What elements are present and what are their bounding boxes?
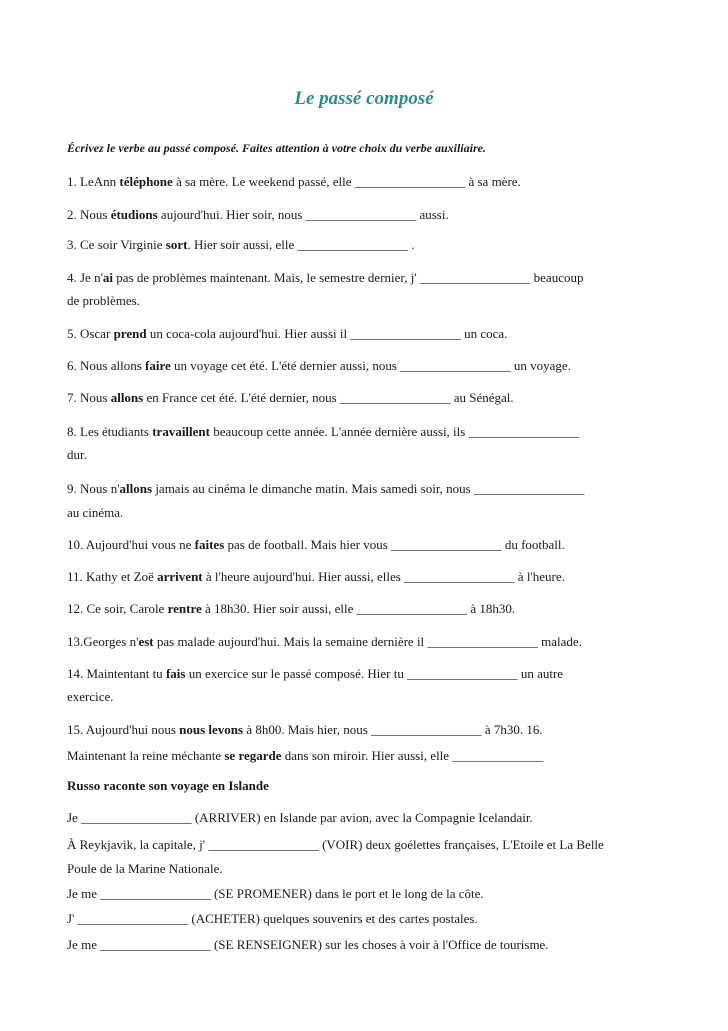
exercise-13: 13.Georges n'est pas malade aujourd'hui. Mais la semaine dernière il _________________ malade. [67,634,582,649]
instruction-text: Écrivez le verbe au passé composé. Faites attention à votre choix du verbe auxiliaire. [67,141,486,155]
exercise-6: 6. Nous allons faire un voyage cet été. L'été dernier aussi, nous _________________ un voyage. [67,358,571,373]
exercise-verb: téléphone [119,174,173,189]
exercise-4: 4. Je n'ai pas de problèmes maintenant. Mais, le semestre dernier, j' _________________ beaucoup [67,270,584,285]
exercise-2: 2. Nous étudions aujourd'hui. Hier soir, nous _________________ aussi. [67,207,449,222]
exercise-verb: prend [113,326,147,341]
exercise-verb: allons [110,390,144,405]
story-line: Poule de la Marine Nationale. [67,861,223,876]
exercise-15: 15. Aujourd'hui nous nous levons à 8h00. Mais hier, nous _________________ à 7h30. 16. [67,722,543,737]
story-heading: Russo raconte son voyage en Islande [67,778,269,793]
exercise-7: 7. Nous allons en France cet été. L'été dernier, nous _________________ au Sénégal. [67,390,514,405]
exercise-12: 12. Ce soir, Carole rentre à 18h30. Hier soir aussi, elle _________________ à 18h30. [67,601,516,616]
story-line: Je me _________________ (SE PROMENER) dans le port et le long de la côte. [67,886,484,901]
exercise-9-continued: au cinéma. [67,505,124,520]
exercise-verb: travaillent [152,424,210,439]
exercise-5: 5. Oscar prend un coca-cola aujourd'hui. Hier aussi il _________________ un coca. [67,326,508,341]
exercise-10: 10. Aujourd'hui vous ne faites pas de football. Mais hier vous _________________ du football. [67,537,565,552]
exercise-11: 11. Kathy et Zoë arrivent à l'heure aujourd'hui. Hier aussi, elles _________________ à l'heure. [67,569,565,584]
story-line: J' _________________ (ACHETER) quelques souvenirs et des cartes postales. [67,911,478,926]
exercise-verb: étudions [110,207,158,222]
exercise-verb: se regarde [224,748,282,763]
exercise-verb: arrivent [157,569,203,584]
exercise-verb: nous levons [179,722,244,737]
exercise-8-continued: dur. [67,447,87,462]
exercise-4-continued: de problèmes. [67,293,140,308]
exercise-verb: faire [145,358,171,373]
exercise-verb: rentre [167,601,202,616]
story-line: Je me _________________ (SE RENSEIGNER) sur les choses à voir à l'Office de tourisme. [67,937,549,952]
story-line: À Reykjavik, la capitale, j' _________________ (VOIR) deux goélettes françaises, L'Etoile et La Belle [67,837,604,852]
exercise-verb: faites [194,537,225,552]
exercise-verb: est [138,634,154,649]
exercise-verb: allons [119,481,153,496]
exercise-verb: fais [165,666,186,681]
exercise-14: 14. Maintentant tu fais un exercice sur le passé composé. Hier tu _________________ un autre [67,666,564,681]
story-line: Je _________________ (ARRIVER) en Islande par avion, avec la Compagnie Icelandair. [67,810,533,825]
exercise-14-continued: exercice. [67,689,114,704]
exercise-9: 9. Nous n'allons jamais au cinéma le dimanche matin. Mais samedi soir, nous _________________ [67,481,585,496]
exercise-16: Maintenant la reine méchante se regarde dans son miroir. Hier aussi, elle ______________ [67,748,544,763]
exercise-8: 8. Les étudiants travaillent beaucoup cette année. L'année dernière aussi, ils _________________ [67,424,580,439]
exercise-3: 3. Ce soir Virginie sort. Hier soir aussi, elle _________________ . [67,237,415,252]
exercise-verb: sort [165,237,188,252]
exercise-verb: ai [102,270,114,285]
page-title: Le passé composé [294,88,434,109]
exercise-1: 1. LeAnn téléphone à sa mère. Le weekend passé, elle _________________ à sa mère. [67,174,521,189]
